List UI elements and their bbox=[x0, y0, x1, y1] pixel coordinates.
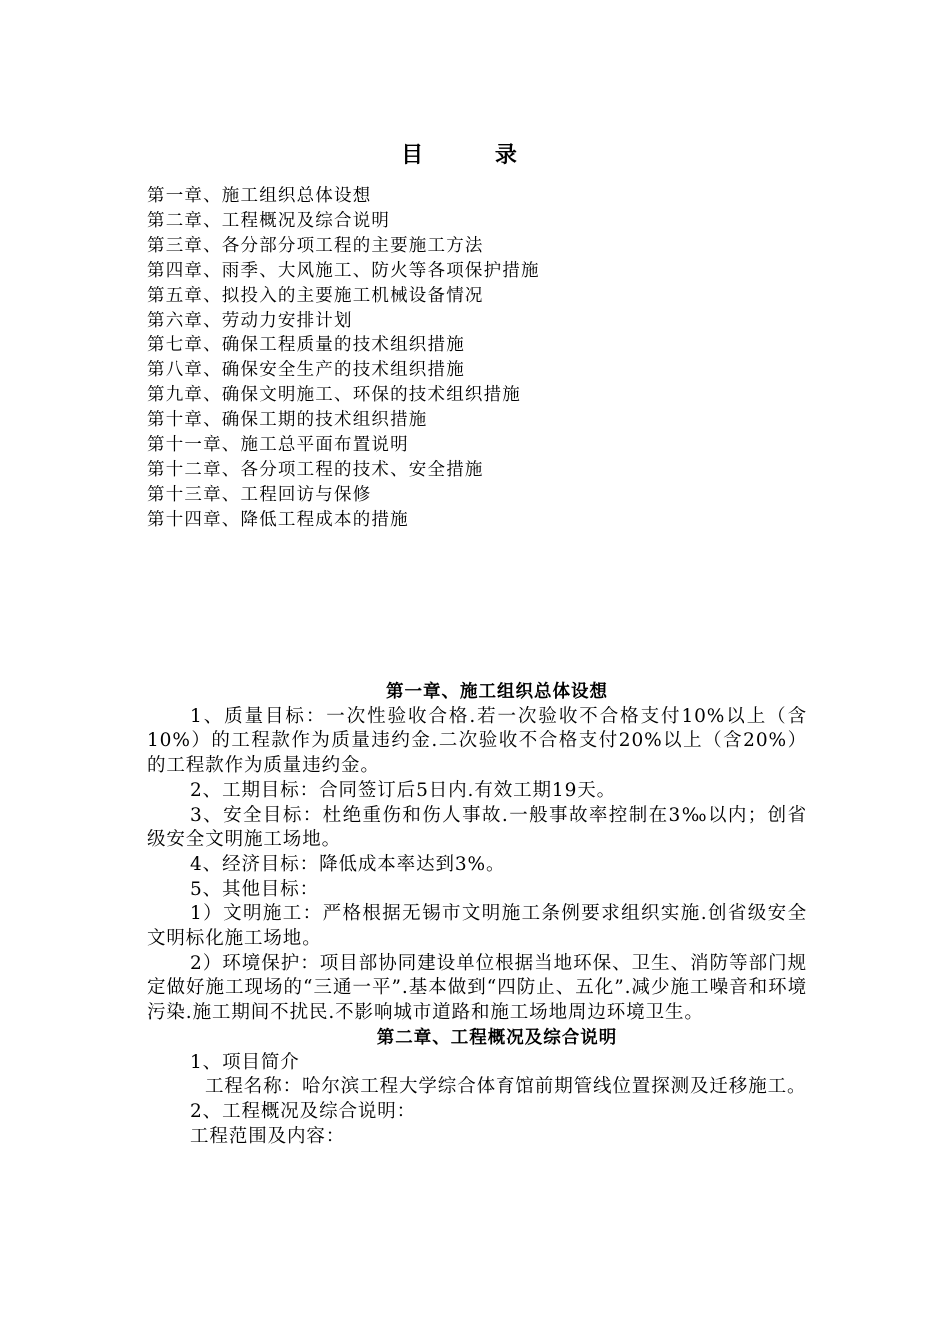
paragraph: 2、工期目标：合同签订后5日内.有效工期19天。 bbox=[190, 779, 617, 801]
paragraph: 工程名称：哈尔滨工程大学综合体育馆前期管线位置探测及迁移施工。 bbox=[205, 1076, 807, 1098]
toc-item: 第三章、各分部分项工程的主要施工方法 bbox=[147, 235, 484, 256]
toc-title: 目 录 bbox=[401, 143, 549, 168]
toc-item: 第七章、确保工程质量的技术组织措施 bbox=[147, 335, 465, 356]
toc-item: 第十二章、各分项工程的技术、安全措施 bbox=[147, 459, 484, 480]
toc-list bbox=[147, 184, 540, 533]
toc-item: 第八章、确保安全生产的技术组织措施 bbox=[147, 360, 465, 381]
toc-item: 第十一章、施工总平面布置说明 bbox=[147, 435, 409, 456]
paragraph: 3、安全目标：杜绝重伤和伤人事故.一般事故率控制在3‰以内；创省级安全文明施工场地。 bbox=[147, 804, 807, 851]
paragraph: 5、其他目标： bbox=[190, 878, 320, 900]
toc-item: 第六章、劳动力安排计划 bbox=[147, 310, 353, 331]
paragraph: 1、项目简介 bbox=[190, 1051, 300, 1073]
toc-item: 第五章、拟投入的主要施工机械设备情况 bbox=[147, 285, 484, 306]
paragraph: 2）环境保护：项目部协同建设单位根据当地环保、卫生、消防等部门规定做好施工现场的“三通一平”.基本做到“四防止、五化”.减少施工噪音和环境污染.施工期间不扰民.不影响城市道路和施工场地周边环境卫生。 bbox=[147, 952, 807, 1024]
toc-item: 第十四章、降低工程成本的措施 bbox=[147, 509, 409, 530]
document-body bbox=[147, 680, 807, 1149]
toc-item: 第一章、施工组织总体设想 bbox=[147, 186, 372, 206]
paragraph: 4、经济目标：降低成本率达到3%。 bbox=[190, 853, 506, 875]
toc-item: 第十三章、工程回访与保修 bbox=[147, 484, 372, 505]
chapter-heading: 第二章、工程概况及综合说明 bbox=[376, 1027, 618, 1048]
chapter-heading: 第一章、施工组织总体设想 bbox=[386, 682, 608, 702]
toc-item: 第二章、工程概况及综合说明 bbox=[147, 210, 391, 231]
paragraph: 1、质量目标：一次性验收合格.若一次验收不合格支付10%以上（含10%）的工程款作为质量违约金.二次验收不合格支付20%以上（含20%）的工程款作为质量违约金。 bbox=[147, 705, 807, 777]
paragraph: 工程范围及内容： bbox=[190, 1125, 346, 1147]
paragraph: 2、工程概况及综合说明： bbox=[190, 1100, 417, 1122]
toc-item: 第十章、确保工期的技术组织措施 bbox=[147, 410, 428, 431]
toc-item: 第四章、雨季、大风施工、防火等各项保护措施 bbox=[147, 260, 540, 281]
paragraph: 1）文明施工：严格根据无锡市文明施工条例要求组织实施.创省级安全文明标化施工场地。 bbox=[147, 903, 807, 950]
toc-item: 第九章、确保文明施工、环保的技术组织措施 bbox=[147, 385, 521, 406]
